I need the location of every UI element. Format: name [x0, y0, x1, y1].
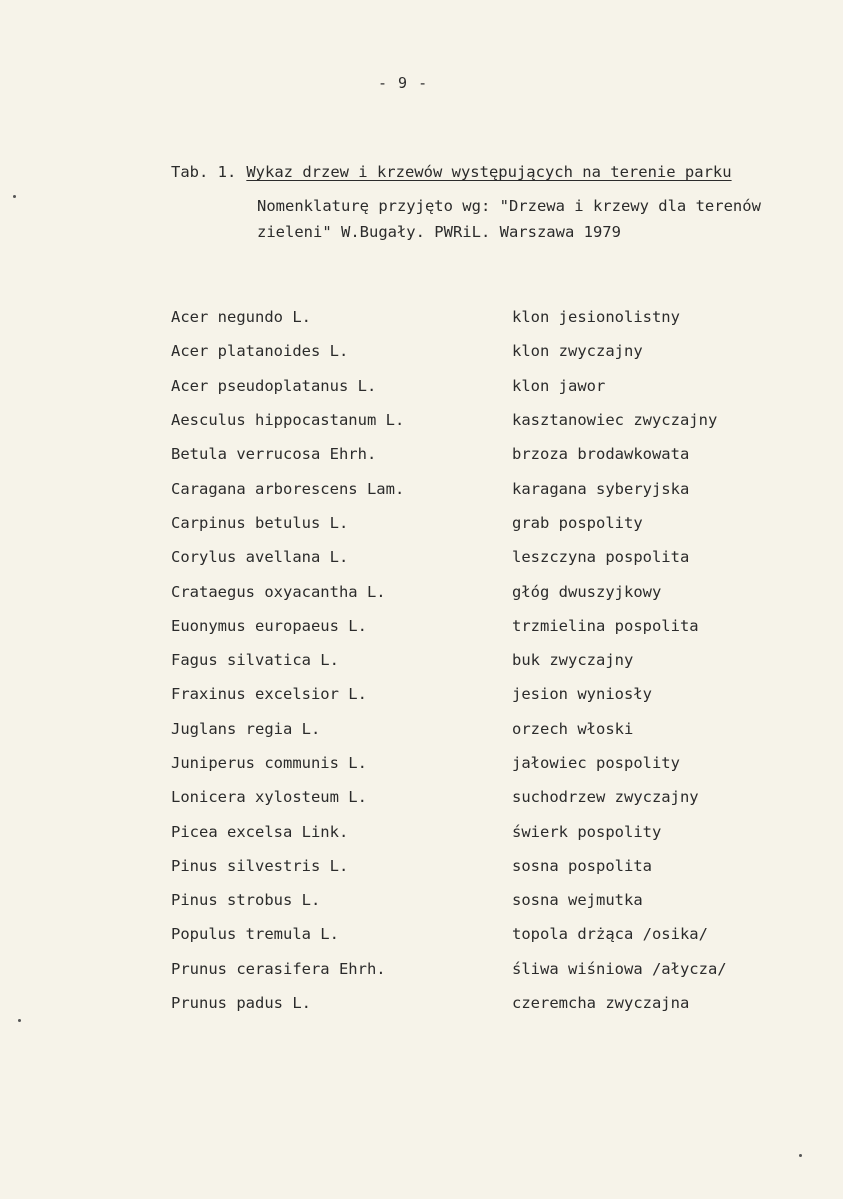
species-row — [171, 917, 791, 951]
latin-name: Populus tremula L. — [171, 925, 339, 944]
species-row — [171, 369, 791, 403]
latin-name: Corylus avellana L. — [171, 548, 349, 567]
latin-name: Acer pseudoplatanus L. — [171, 376, 377, 395]
species-row — [171, 471, 791, 505]
species-row — [171, 506, 791, 540]
species-row — [171, 437, 791, 471]
paper-speck — [18, 1019, 21, 1022]
latin-name: Aesculus hippocastanum L. — [171, 411, 405, 430]
latin-name: Juglans regia L. — [171, 719, 321, 738]
polish-name: jesion wyniosły — [512, 685, 652, 704]
polish-name: jałowiec pospolity — [512, 754, 680, 772]
polish-name: klon jawor — [512, 376, 606, 395]
latin-name: Prunus padus L. — [171, 994, 311, 1013]
polish-name: czeremcha zwyczajna — [512, 994, 690, 1013]
polish-name: świerk pospolity — [512, 822, 662, 841]
paper-speck — [799, 1154, 802, 1157]
species-row — [171, 712, 791, 746]
latin-name: Lonicera xylosteum L. — [171, 788, 367, 807]
table-title-line — [171, 163, 831, 181]
polish-name: sosna wejmutka — [512, 891, 643, 910]
latin-name: Crataegus oxyacantha L. — [171, 582, 386, 601]
polish-name: sosna pospolita — [512, 856, 652, 875]
latin-name: Juniperus communis L. — [171, 754, 367, 772]
species-row — [171, 746, 791, 780]
polish-name: karagana syberyjska — [512, 479, 690, 498]
species-row — [171, 403, 791, 437]
species-row — [171, 986, 791, 1020]
page-number: - 9 - — [378, 74, 429, 92]
polish-name: topola drżąca /osika/ — [512, 925, 708, 944]
latin-name: Euonymus europaeus L. — [171, 616, 367, 635]
species-row — [171, 814, 791, 848]
species-row — [171, 334, 791, 368]
species-row — [171, 849, 791, 883]
species-row — [171, 780, 791, 814]
polish-name: suchodrzew zwyczajny — [512, 788, 699, 807]
nomenclature-note-line-2: zieleni" W.Bugały. PWRiL. Warszawa 1979 — [257, 223, 621, 241]
latin-name: Carpinus betulus L. — [171, 513, 349, 532]
latin-name: Fagus silvatica L. — [171, 651, 339, 670]
paper-speck — [13, 195, 16, 198]
species-row — [171, 609, 791, 643]
latin-name: Pinus silvestris L. — [171, 856, 349, 875]
table-label: Tab. 1. — [171, 163, 237, 181]
latin-name: Betula verrucosa Ehrh. — [171, 445, 377, 464]
latin-name: Pinus strobus L. — [171, 891, 321, 910]
latin-name: Prunus cerasifera Ehrh. — [171, 959, 386, 978]
latin-name: Fraxinus excelsior L. — [171, 685, 367, 704]
latin-name: Picea excelsa Link. — [171, 822, 349, 841]
species-row — [171, 883, 791, 917]
species-row — [171, 540, 791, 574]
polish-name: grab pospolity — [512, 513, 643, 532]
species-row — [171, 643, 791, 677]
polish-name: śliwa wiśniowa /ałycza/ — [512, 959, 727, 978]
nomenclature-note-line-1: Nomenklaturę przyjęto wg: "Drzewa i krzewy dla terenów — [257, 197, 761, 215]
species-row — [171, 952, 791, 986]
species-list — [171, 300, 791, 1020]
nomenclature-note — [257, 193, 827, 245]
species-row — [171, 574, 791, 608]
polish-name: leszczyna pospolita — [512, 548, 690, 567]
polish-name: klon jesionolistny — [512, 308, 680, 327]
polish-name: kasztanowiec zwyczajny — [512, 411, 718, 430]
polish-name: orzech włoski — [512, 719, 634, 738]
latin-name: Caragana arborescens Lam. — [171, 479, 405, 498]
table-header — [171, 163, 831, 245]
latin-name: Acer platanoides L. — [171, 342, 349, 361]
polish-name: głóg dwuszyjkowy — [512, 582, 662, 601]
species-row — [171, 677, 791, 711]
polish-name: brzoza brodawkowata — [512, 445, 690, 464]
latin-name: Acer negundo L. — [171, 308, 311, 327]
table-title: Wykaz drzew i krzewów występujących na terenie parku — [246, 163, 732, 181]
species-row — [171, 300, 791, 334]
polish-name: klon zwyczajny — [512, 342, 643, 361]
polish-name: trzmielina pospolita — [512, 616, 699, 635]
polish-name: buk zwyczajny — [512, 651, 634, 670]
